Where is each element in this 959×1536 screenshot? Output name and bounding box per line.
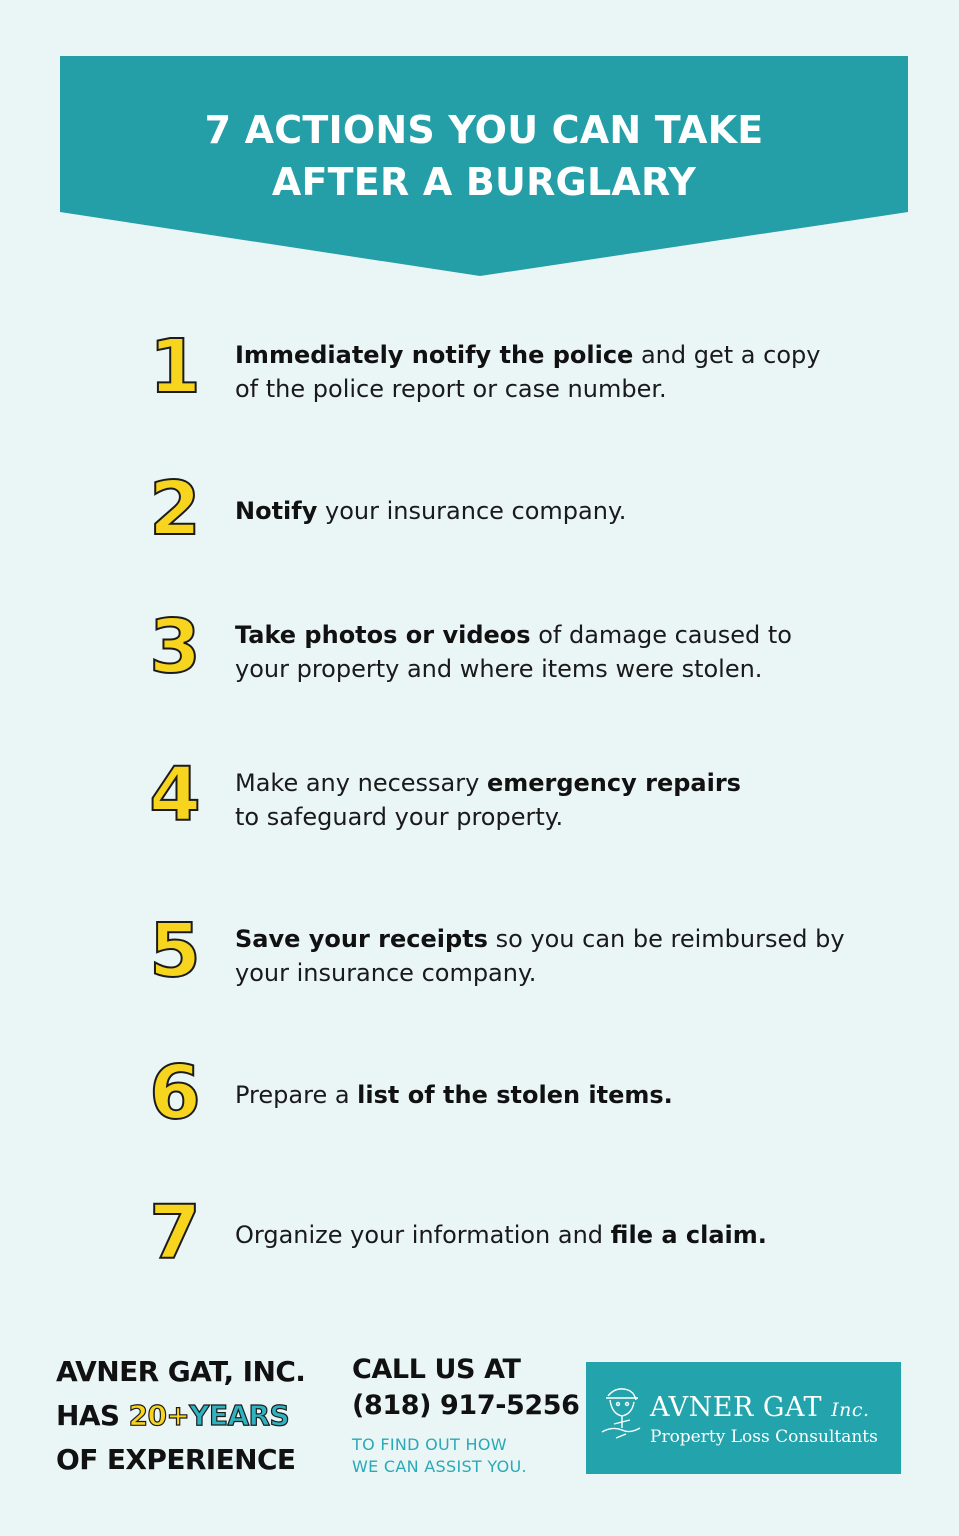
experience-block: [56, 1350, 305, 1482]
call-subtext: [352, 1434, 580, 1478]
logo-company-name: AVNER GAT: [650, 1392, 822, 1423]
phone-number[interactable]: (818) 917-5256: [352, 1390, 580, 1421]
logo-name: [650, 1392, 870, 1423]
step-text: [235, 1218, 767, 1252]
step-text-run: of the police report or case number.: [235, 375, 667, 403]
experience-years-line: [56, 1394, 305, 1438]
step-text-emphasis: Take photos or videos: [235, 621, 531, 649]
title-banner: [0, 0, 959, 290]
logo-inc: Inc.: [831, 1399, 870, 1421]
experience-has: HAS: [56, 1399, 129, 1432]
step-number: 2: [149, 466, 201, 552]
step-text-emphasis: emergency repairs: [486, 769, 741, 797]
surveyor-icon: [596, 1380, 646, 1452]
step-text-emphasis: list of the stolen items.: [357, 1081, 673, 1109]
step-text: [235, 766, 741, 834]
call-label: CALL US AT: [352, 1354, 521, 1385]
step-text-line: [235, 1218, 767, 1252]
step-text-run: to safeguard your property.: [235, 803, 564, 831]
step-text-line: [235, 494, 626, 528]
step-text: [235, 922, 845, 990]
step-text: [235, 618, 792, 686]
call-subtext-line-2: WE CAN ASSIST YOU.: [352, 1457, 527, 1476]
contact-block: [352, 1352, 580, 1478]
years-number: 20+: [128, 1399, 190, 1432]
experience-company: AVNER GAT, INC.: [56, 1355, 306, 1388]
step-text-run: so you can be reimbursed by: [487, 925, 845, 953]
title-line-1: 7 ACTIONS YOU CAN TAKE: [204, 108, 764, 152]
step-text-emphasis: Save your receipts: [235, 925, 488, 953]
title-line-2: AFTER A BURGLARY: [271, 160, 697, 204]
page-title: [60, 104, 908, 208]
step-text-emphasis: Notify: [235, 497, 318, 525]
step-number: 6: [149, 1050, 201, 1136]
step-text-line: [235, 766, 741, 800]
step-text-emphasis: Immediately notify the police: [235, 341, 634, 369]
step-number: 7: [149, 1190, 201, 1276]
experience-suffix: OF EXPERIENCE: [56, 1443, 296, 1476]
step-text-line: [235, 1078, 673, 1112]
logo-subtitle: Property Loss Consultants: [650, 1427, 878, 1447]
step-text-run: your property and where items were stolen.: [235, 655, 763, 683]
step-text-run: of damage caused to: [530, 621, 792, 649]
step-text-line: [235, 618, 792, 652]
step-text-line: [235, 652, 792, 686]
step-text-line: [235, 800, 741, 834]
step-text-line: [235, 372, 820, 406]
step-text-run: and get a copy: [633, 341, 821, 369]
company-logo[interactable]: [586, 1362, 901, 1474]
step-text-line: [235, 956, 845, 990]
step-text-run: your insurance company.: [317, 497, 627, 525]
step-number: 5: [149, 908, 201, 994]
step-text-line: [235, 338, 820, 372]
step-text-run: your insurance company.: [235, 959, 537, 987]
step-text: [235, 1078, 673, 1112]
step-text-run: Make any necessary: [235, 769, 487, 797]
step-text-emphasis: file a claim.: [610, 1221, 767, 1249]
call-subtext-line-1: TO FIND OUT HOW: [352, 1435, 507, 1454]
step-number: 1: [149, 324, 201, 410]
step-text-run: Organize your information and: [235, 1221, 611, 1249]
step-number: 4: [149, 752, 201, 838]
step-text-line: [235, 922, 845, 956]
years-word: YEARS: [189, 1399, 290, 1432]
step-text-run: Prepare a: [235, 1081, 358, 1109]
step-text: [235, 338, 820, 406]
step-text: [235, 494, 626, 528]
step-number: 3: [149, 604, 201, 690]
